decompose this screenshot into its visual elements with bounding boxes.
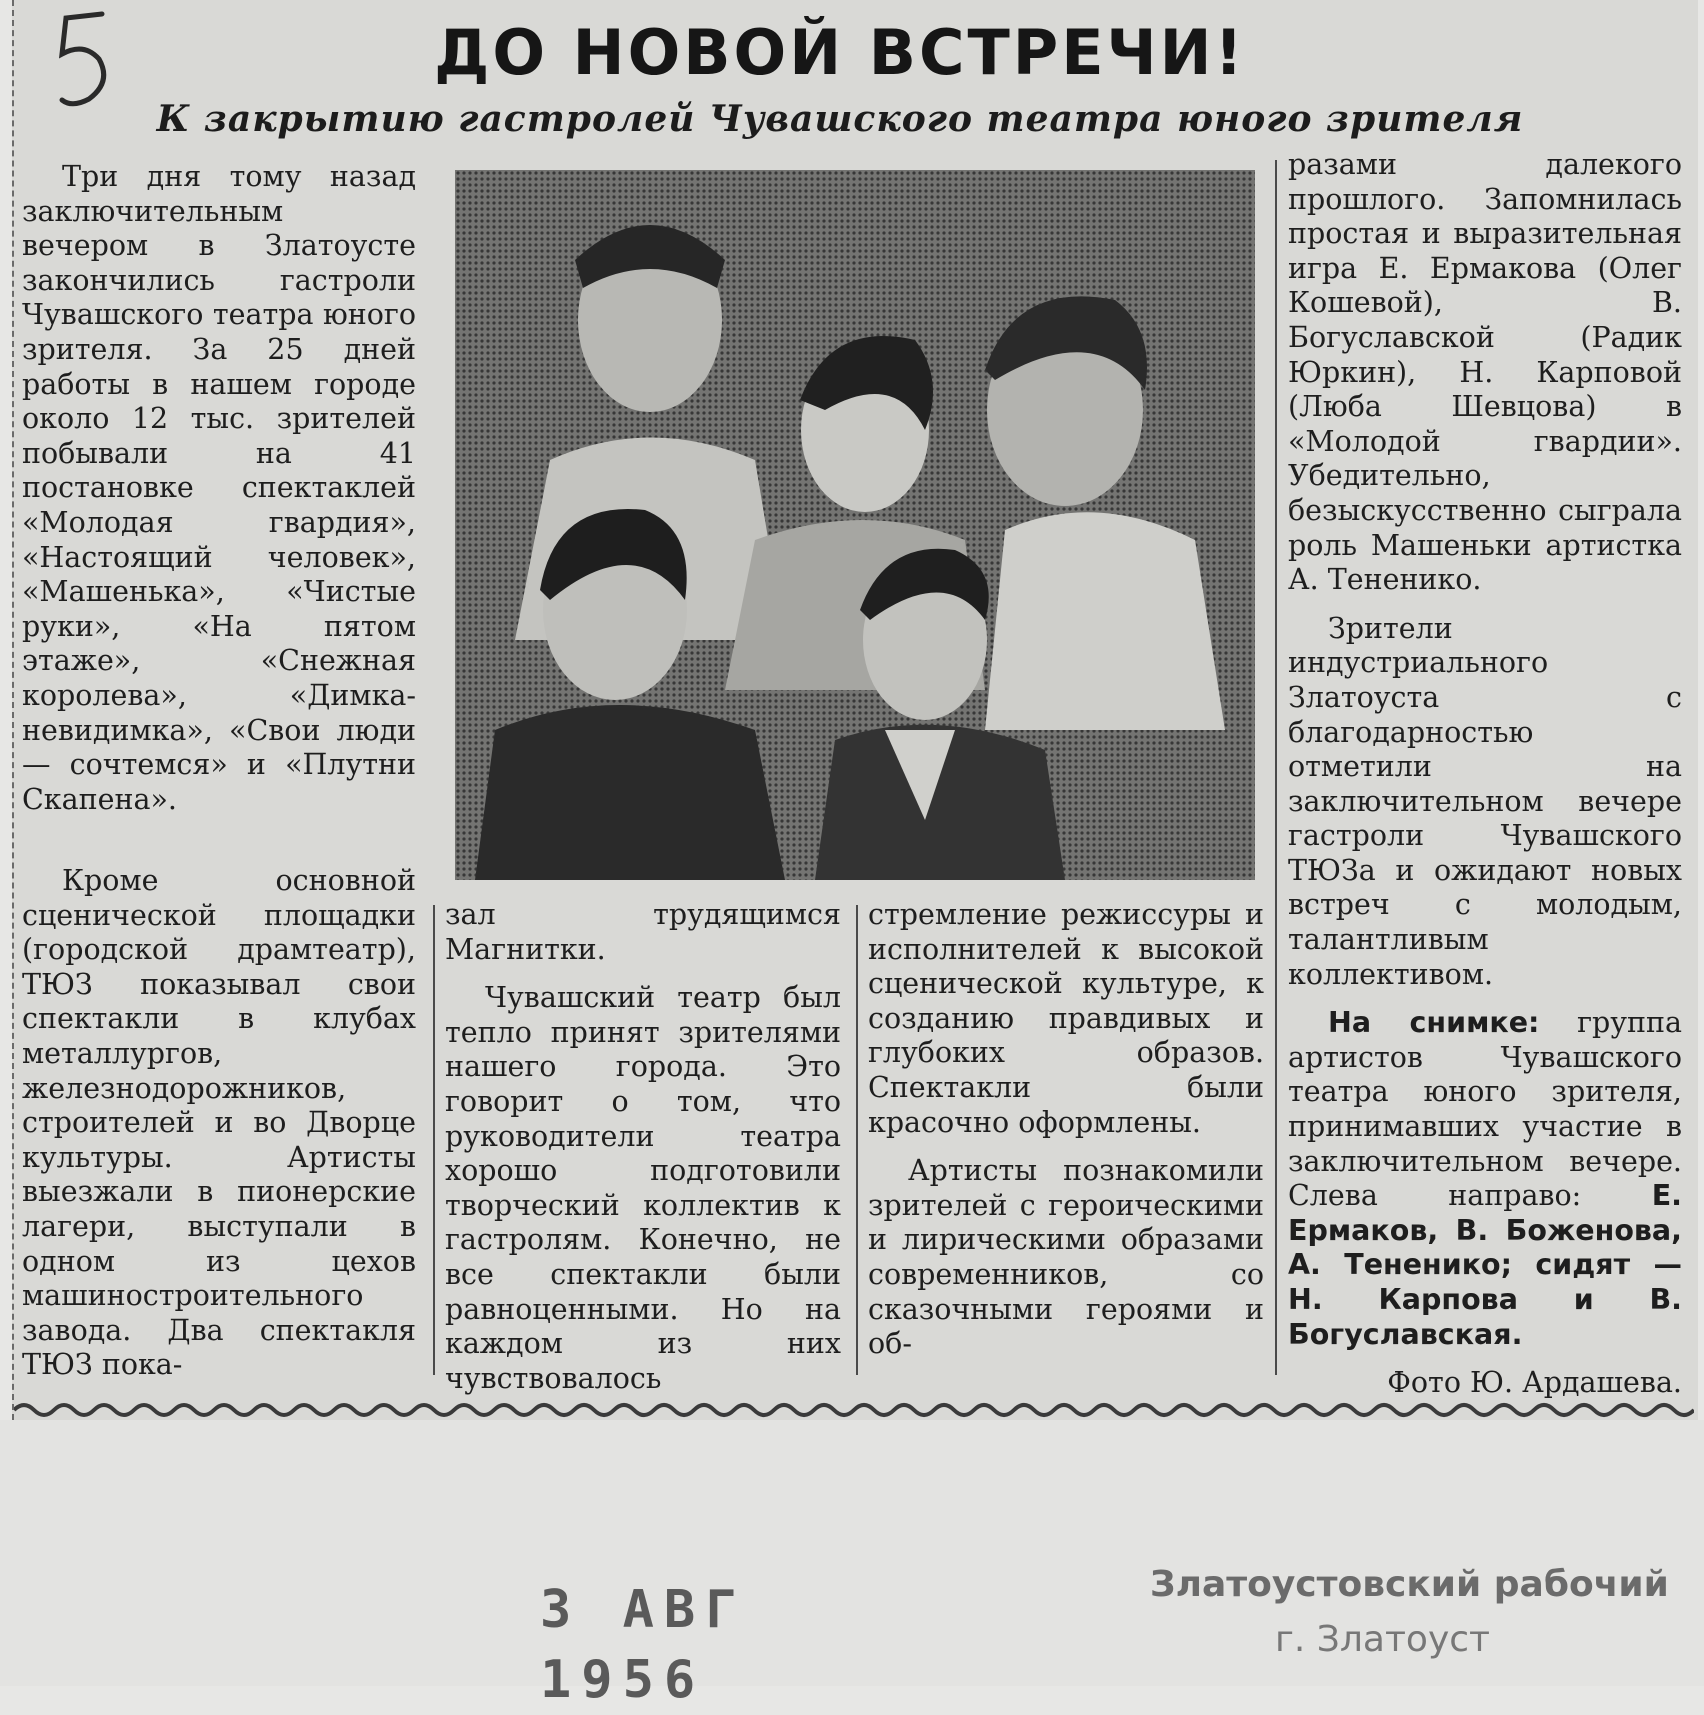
column-rule — [856, 905, 858, 1375]
column-1-top — [22, 160, 416, 817]
column-rule — [1275, 160, 1277, 1375]
city-stamp: г. Златоуст — [1275, 1619, 1491, 1660]
paragraph: Кроме основной сценической площадки (городской драмтеатр), ТЮЗ показывал свои спектакли в клубах металлургов, железнодорожников, строителей и во Дворце культуры. Артисты выезжали в пионерские лагери, выступали в одном из цехов машиностроительного завода. Два спектакля ТЮЗ пока- — [22, 864, 416, 1382]
caption-text: группа артистов Чувашского театра юного зрителя, принимавших участие в заключительном вечере. Слева направо: — [1288, 1006, 1682, 1213]
column-rule — [433, 905, 435, 1375]
handwritten-page-number — [44, 4, 114, 114]
archive-date-stamp: 3 АВГ 1956 — [540, 1580, 747, 1710]
column-4 — [1288, 148, 1682, 1401]
article-headline: ДО НОВОЙ ВСТРЕЧИ! — [434, 16, 1246, 89]
group-photo — [455, 170, 1255, 880]
article-subheadline: К закрытию гастролей Чувашского театра юного зрителя — [156, 98, 1524, 140]
photo-caption — [1288, 1006, 1682, 1352]
column-2 — [445, 898, 841, 1396]
column-3 — [868, 898, 1264, 1362]
caption-names: Е. Ермаков, В. Боженова, А. Тененико; сидят — Н. Карпова и В. Богуславская. — [1288, 1179, 1682, 1351]
paragraph: стремление режиссуры и исполнителей к высокой сценической культуре, к созданию правдивых и глубоких образов. Спектакли были красочно оформлены. — [868, 898, 1264, 1139]
paragraph: зал трудящимся Магнитки. — [445, 898, 841, 966]
paragraph: Чувашский театр был тепло принят зрителями нашего города. Это говорит о том, что руководители театра хорошо подготовили творческий коллектив к гастролям. Конечно, не все спектакли были равноценными. Но на каждом из них чувствовалось — [445, 981, 841, 1395]
paragraph: разами далекого прошлого. Запомнилась простая и выразительная игра Е. Ермакова (Олег Кошевой), В. Богуславской (Радик Юркин), Н. Карповой (Люба Шевцова) в «Молодой гвардии». Убедительно, безыскусственно сыграла роль Машеньки артистка А. Тененико. — [1288, 148, 1682, 597]
newspaper-source-stamp: Златоустовский рабочий — [1150, 1564, 1669, 1605]
photo-credit: Фото Ю. Ардашева. — [1387, 1366, 1682, 1400]
caption-lead: На снимке: — [1328, 1006, 1540, 1040]
paragraph: Артисты познакомили зрителей с героическими и лирическими образами современников, со сказочными героями и об- — [868, 1154, 1264, 1361]
column-1-bottom — [22, 864, 416, 1383]
paragraph: Зрители индустриального Златоуста с благодарностью отметили на заключительном вечере гастроли Чувашского ТЮЗа и ожидают новых встреч с молодым, талантливым коллективом. — [1288, 611, 1682, 991]
paragraph: Три дня тому назад заключительным вечером в Златоусте закончились гастроли Чувашского театра юного зрителя. За 25 дней работы в нашем городе около 12 тыс. зрителей побывали на 41 постановке спектаклей «Молодая гвардия», «Настоящий человек», «Машенька», «Чистые руки», «На пятом этаже», «Снежная королева», «Димка-невидимка», «Свои люди — сочтемся» и «Плутни Скапена». — [22, 160, 416, 816]
